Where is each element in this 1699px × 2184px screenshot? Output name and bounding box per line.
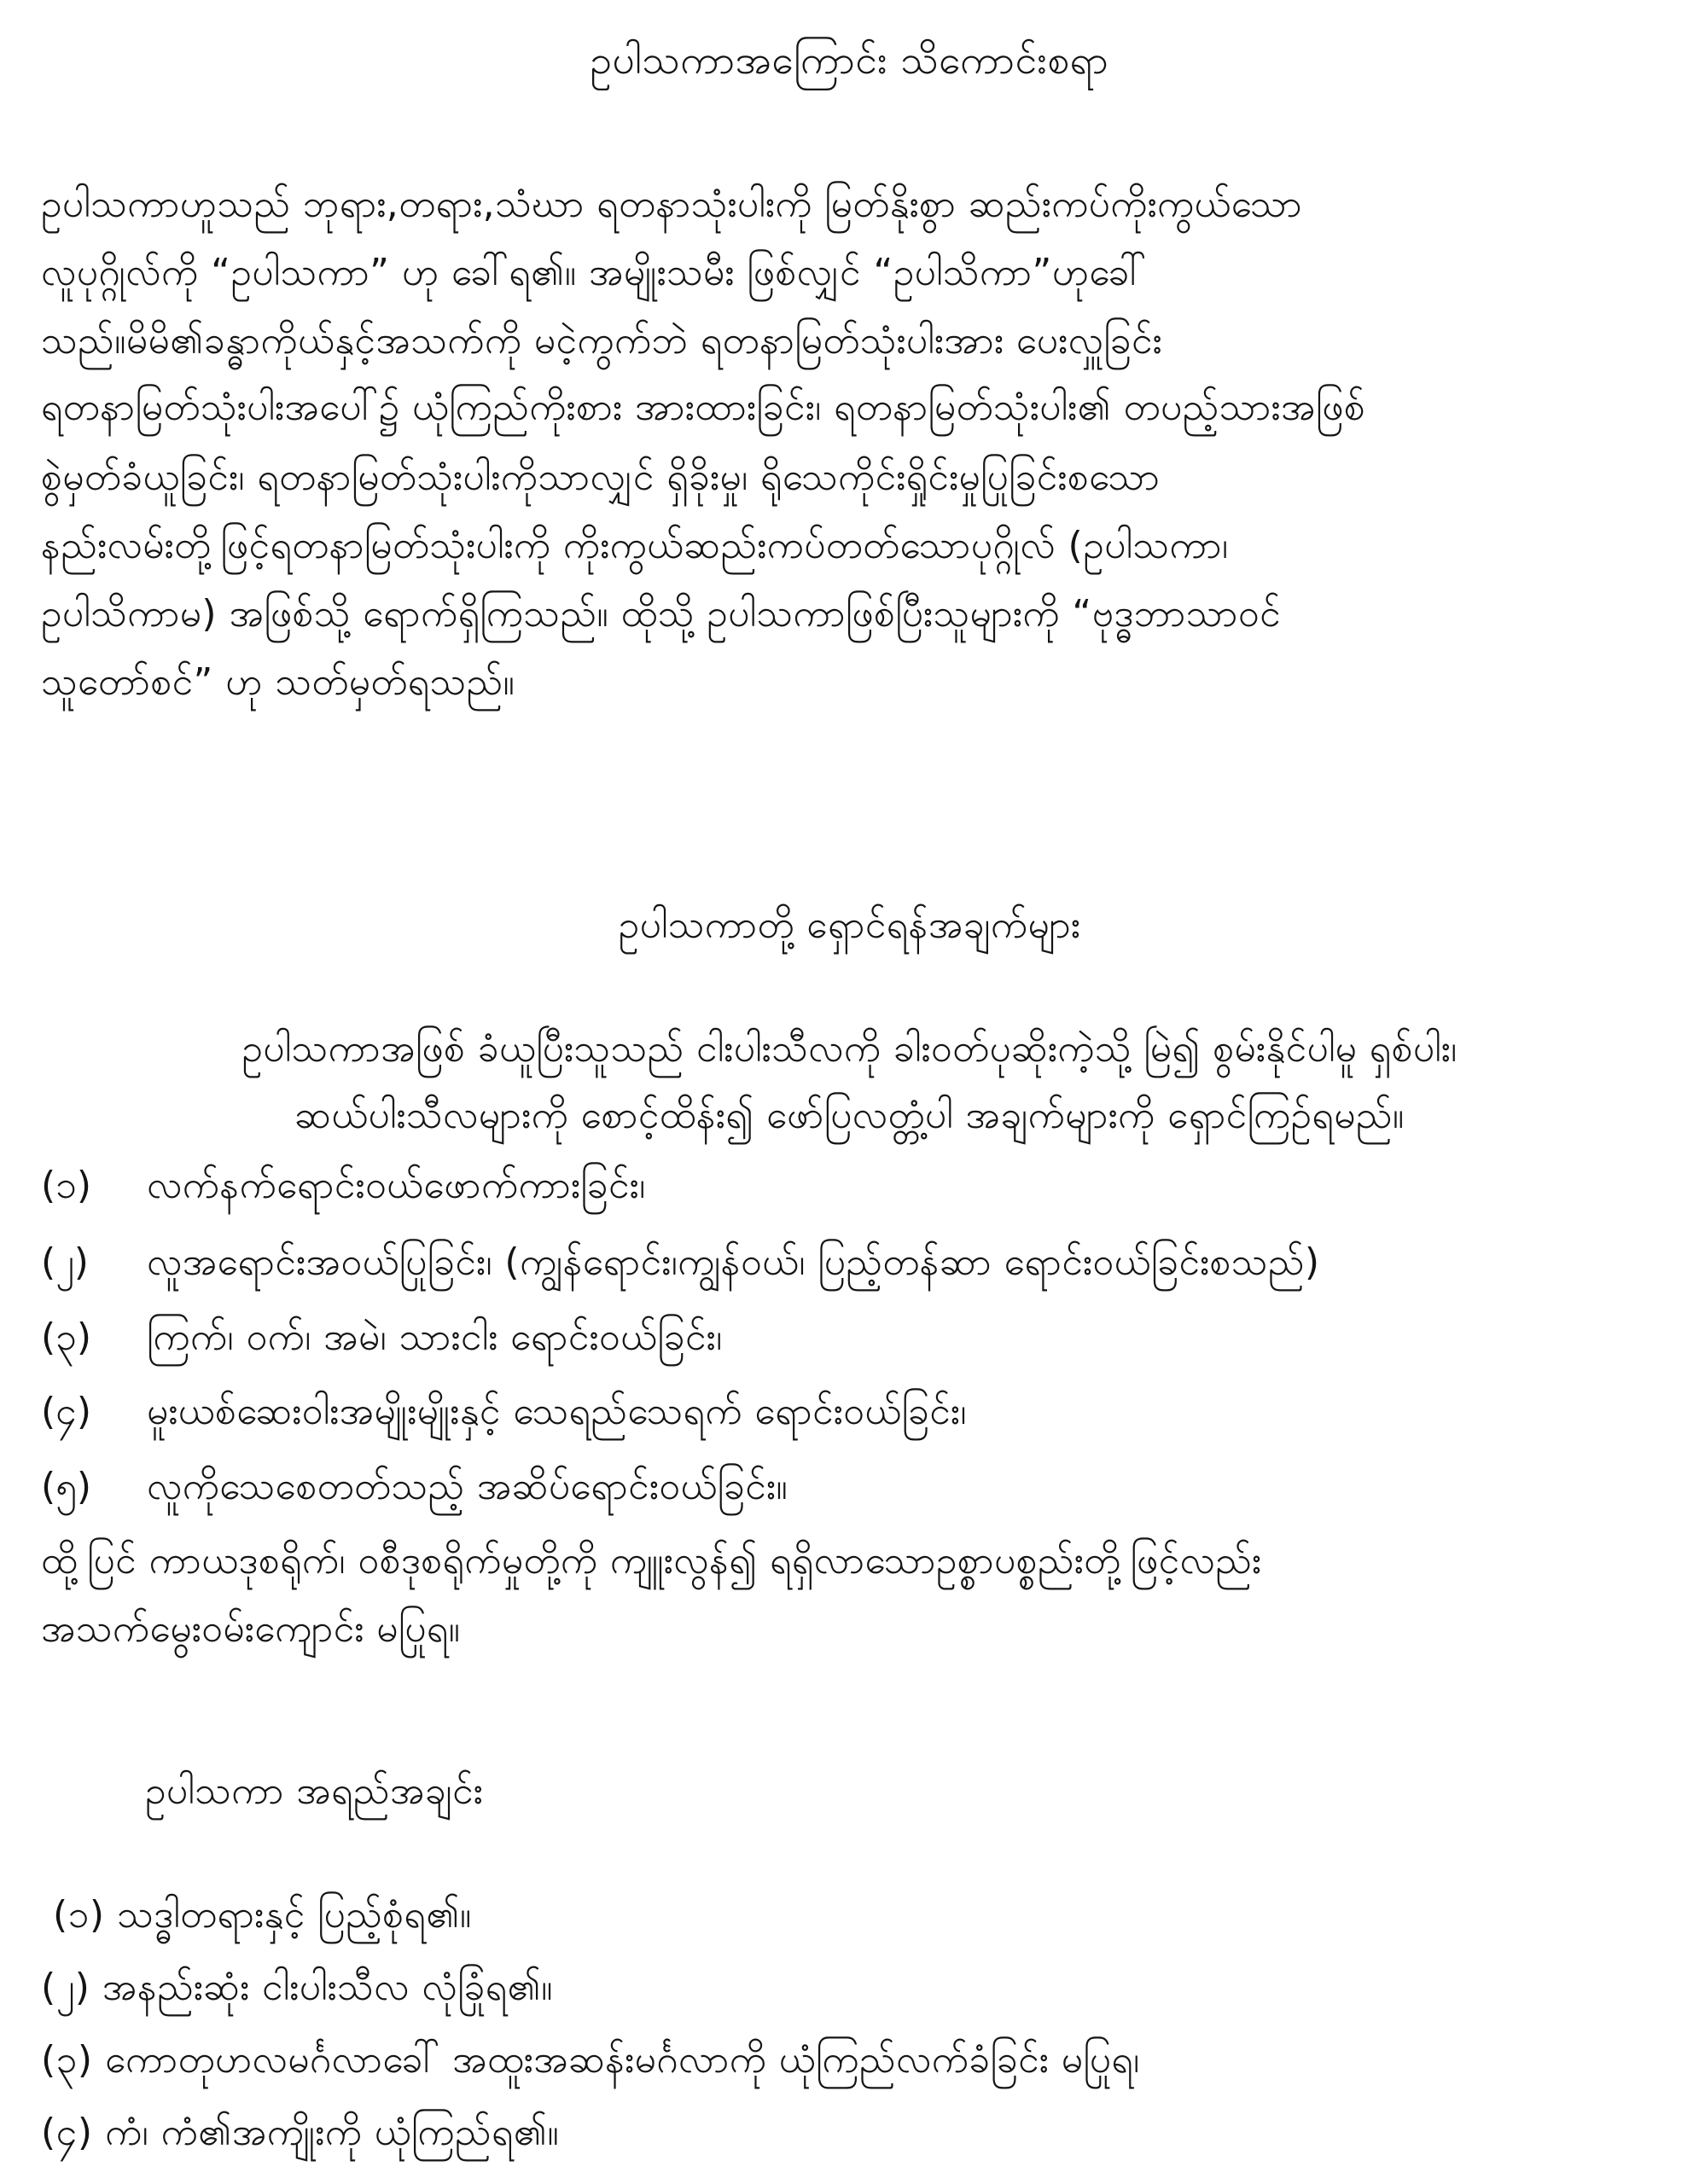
section-intro-line: ဆယ်ပါးသီလများကို စောင့်ထိန်း၍ ဖော်ပြလတ္တံ့ပါ အချက်များကို ရှောင်ကြဉ်ရမည်။	[294, 1094, 1405, 1137]
list-item-number: (၅)	[41, 1465, 92, 1508]
list-item-number: (၄)	[41, 1390, 92, 1433]
list-item-text: လက်နက်ရောင်းဝယ်ဖောက်ကားခြင်း၊	[147, 1164, 646, 1207]
list-item: (၂) အနည်းဆုံး ငါးပါးသီလ လုံခြုံရ၏။	[41, 1966, 553, 2009]
list-item-number: (၂)	[41, 1240, 89, 1284]
list-item: (၄) ကံ၊ ကံ၏အကျိုးကို ယုံကြည်ရ၏။	[41, 2111, 560, 2154]
intro-line: ဥပါသိကာမ) အဖြစ်သို့ ရောက်ရှိကြသည်။ ထိုသို့ ဥပါသကာဖြစ်ပြီးသူများကို “ဗုဒ္ဓဘာသာဝင်	[41, 592, 1281, 636]
list-item-text: မူးယစ်ဆေးဝါးအမျိုးမျိုးနှင့် သေရည်သေရက် ရောင်းဝယ်ခြင်း၊	[147, 1390, 967, 1433]
list-item-number: (၁)	[41, 1164, 92, 1207]
section-intro-line: ဥပါသကာအဖြစ် ခံယူပြီးသူသည် ငါးပါးသီလကို ခါးဝတ်ပုဆိုးကဲ့သို့ မြဲ၍ စွမ်းနိုင်ပါမူ ရှစ်ပါး၊	[241, 1027, 1458, 1071]
list-item-text: လူကိုသေစေတတ်သည့် အဆိပ်ရောင်းဝယ်ခြင်း။	[147, 1465, 788, 1508]
page-title: ဥပါသကာအကြောင်း သိကောင်းစရာ	[590, 37, 1109, 83]
closing-line: အသက်မွေးဝမ်းကျောင်း မပြုရ။	[41, 1607, 461, 1651]
section-heading: ဥပါသကာတို့ ရှောင်ရန်အချက်များ	[618, 903, 1081, 947]
intro-line: နည်းလမ်းတို့ဖြင့်ရတနာမြတ်သုံးပါးကို ကိုးကွယ်ဆည်းကပ်တတ်သောပုဂ္ဂိုလ် (ဥပါသကာ၊	[41, 524, 1229, 567]
list-item: (၁) သဒ္ဓါတရားနှင့် ပြည့်စုံရ၏။	[53, 1893, 472, 1937]
intro-line: စွဲမှတ်ခံယူခြင်း၊ ရတနာမြတ်သုံးပါးကိုသာလျှင် ရှိခိုးမှု၊ ရိုသေကိုင်းရှိုင်းမှုပြုခြင်းစသော	[41, 456, 1161, 499]
section-heading: ဥပါသကာ အရည်အချင်း	[145, 1769, 484, 1813]
intro-line: ဥပါသကာဟူသည် ဘုရား,တရား,သံဃာ ရတနာသုံးပါးကို မြတ်နိုးစွာ ဆည်းကပ်ကိုးကွယ်သော	[41, 183, 1303, 226]
list-item-number: (၃)	[41, 1316, 92, 1359]
intro-line: သည်။မိမိ၏ခန္ဓာကိုယ်နှင့်အသက်ကို မငဲ့ကွက်ဘဲ ရတနာမြတ်သုံးပါးအား ပေးလှူခြင်း	[41, 319, 1163, 363]
closing-line: ထို့ပြင် ကာယဒုစရိုက်၊ ဝစီဒုစရိုက်မှုတို့ကို ကျူးလွန်၍ ရရှိလာသောဥစ္စာပစ္စည်းတို့ဖြင့်လည်း	[41, 1539, 1262, 1583]
intro-line: ရတနာမြတ်သုံးပါးအပေါ်၌ ယုံကြည်ကိုးစား အားထားခြင်း၊ ရတနာမြတ်သုံးပါး၏ တပည့်သားအဖြစ်	[41, 386, 1366, 429]
intro-line: လူပုဂ္ဂိုလ်ကို “ဥပါသကာ” ဟု ခေါ်ရ၏။ အမျိုးသမီး ဖြစ်လျှင် “ဥပါသိကာ”ဟုခေါ်	[41, 251, 1147, 294]
list-item-text: လူအရောင်းအဝယ်ပြုခြင်း၊ (ကျွန်ရောင်း၊ကျွန်ဝယ်၊ ပြည့်တန်ဆာ ရောင်းဝယ်ခြင်းစသည်)	[147, 1240, 1320, 1284]
list-item: (၃) ကောတုဟလမင်္ဂလာခေါ် အထူးအဆန်းမင်္ဂလာကို ယုံကြည်လက်ခံခြင်း မပြုရ၊	[41, 2038, 1140, 2082]
list-item-text: ကြက်၊ ဝက်၊ အမဲ၊ သားငါး ရောင်းဝယ်ခြင်း၊	[147, 1316, 723, 1359]
intro-line: သူတော်စင်” ဟု သတ်မှတ်ရသည်။	[41, 660, 515, 704]
